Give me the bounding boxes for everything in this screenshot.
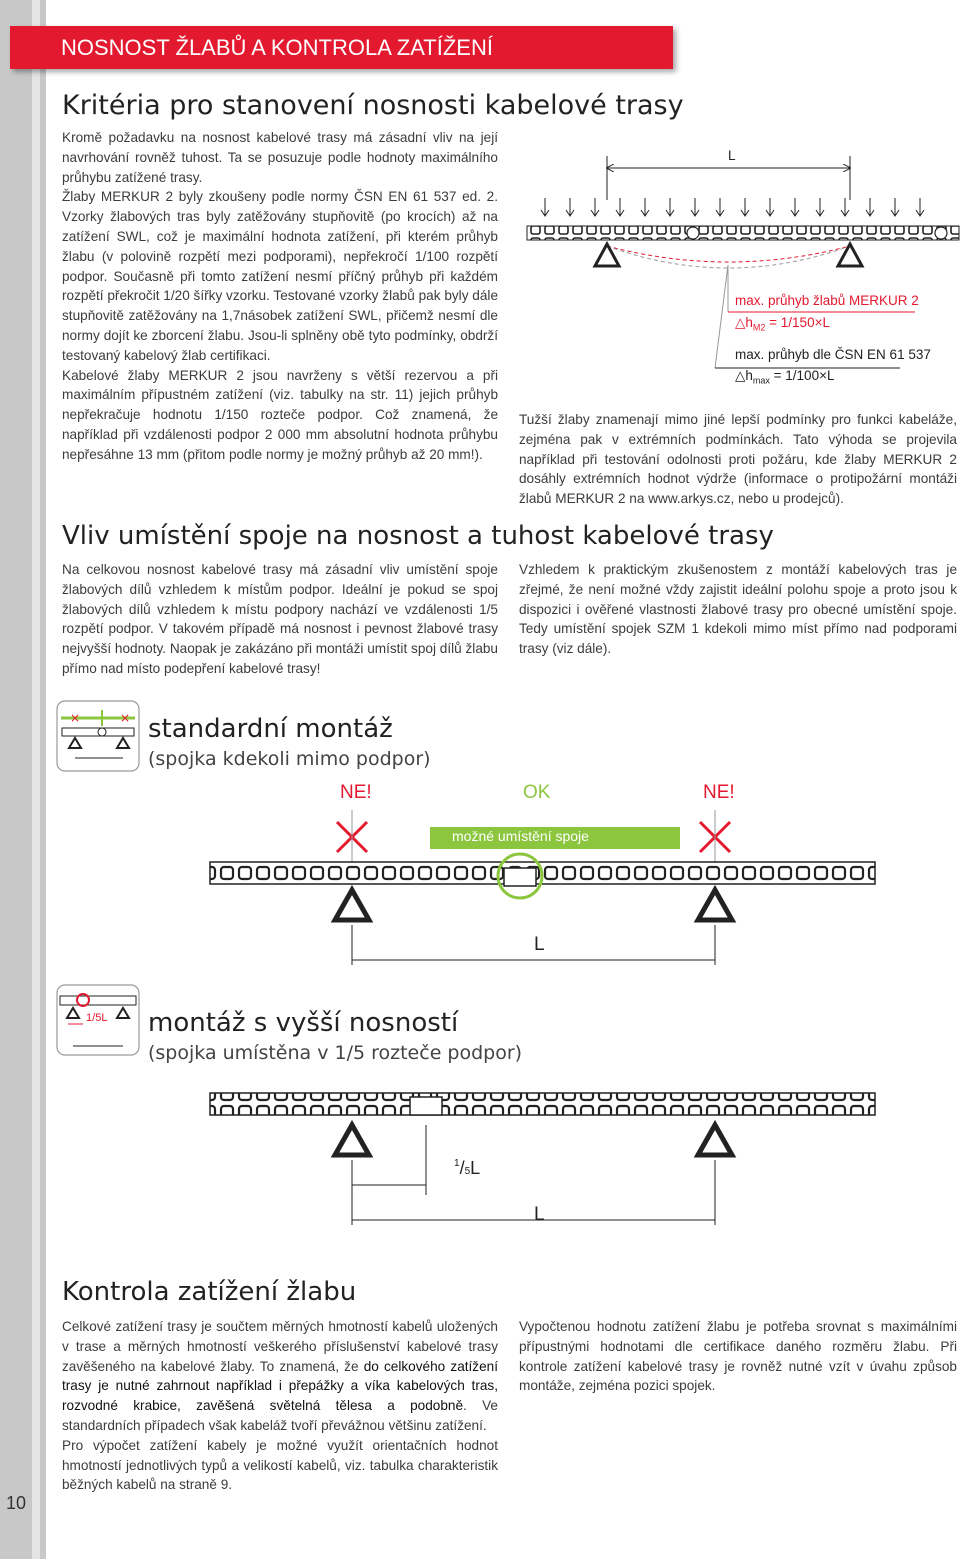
merkur-deflection-formula	[735, 315, 830, 333]
fifth-span-fraction: $^1$/5L	[454, 1158, 481, 1178]
standard-span-label: L	[534, 934, 545, 955]
fifth-span-den: 5	[464, 1166, 471, 1177]
load-check-left-3: Pro výpočet zatížení kabely je možné využít orientačních hodnot hmotností jednotlivých typů a velikostí kabelů, viz. tabulka charakteristik běžných kabelů na straně 9.	[62, 1437, 498, 1493]
load-arrows	[541, 198, 924, 216]
load-check-left-1: Celkové zatížení trasy je součtem měrných hmotností kabelů uložených v trase a měrných hmotností veškerého příslušenství kabelové trasy zavěšeného na kabelové žlaby. To znamená, že	[62, 1319, 498, 1374]
csn-formula-sub: max	[752, 375, 770, 386]
page-number: 10	[5, 1493, 27, 1513]
standard-mounting-subtitle: (spojka kdekoli mimo podpor)	[148, 748, 431, 770]
joint-left-text: Na celkovou nosnost kabelové trasy má zásadní vliv umístění spoje žlabových dílů vzhledem k místům podpor. Ideální je pokud se spoj žlabových dílů vzhledem k místu podpory nachází ve vzdálenosti 1/5 rozpětí podpor. V takovém případě má nosnost i pevnost žlabové trasy nejvyšší hodnoty. Naopak je zakázáno při montáži umístit spoj dílů žlabu přímo nad místo podepření kabelové trasy!	[62, 562, 498, 676]
load-check-left-emphasis: do celkového zatížení trasy je nutné zahrnout například i přepážky a víka kabelových tras, rozvodné krabice, zavěšená světelná tělesa a podobně	[62, 1358, 498, 1414]
criteria-heading: Kritéria pro stanovení nosnosti kabelové trasy	[62, 90, 684, 121]
section-banner: NOSNOST ŽLABŮ A KONTROLA ZATÍŽENÍ	[10, 26, 673, 69]
sidebar-stripe	[32, 0, 40, 1559]
page-sidebar	[0, 0, 46, 1559]
standard-mounting-title: standardní montáž	[148, 714, 393, 744]
joint-right-text: Vzhledem k praktickým zkušenostem z montáží kabelových tras je zřejmé, že není možné vždy zajistit ideální polohu spoje a proto jsou k dispozici i ověřené vlastnosti žlabové trasy pro obecné umístění spoje. Tedy umístění spojek SZM 1 kdekoli mimo míst přímo nad podporami trasy (viz dále).	[519, 562, 957, 657]
high-capacity-title: montáž s vyšší nosností	[148, 1008, 459, 1038]
svg-text:×: ×	[70, 711, 81, 725]
icon-fraction: 1/5L	[86, 1012, 108, 1024]
criteria-paragraph-2: Žlaby MERKUR 2 byly zkoušeny podle normy ČSN EN 61 537 ed. 2. Vzorky žlabových tras byly zatěžovány stupňovitě (po krocích) až na zatížení SWL, což je maximální hodnota zatížení, při kterém průhyb žlabu (v polovině rozpětí mezi podporami), nepřekročí 1/100 rozpětí podpor. Současně při tomto zatížení nesmí příčný průhyb při každém rozpětí překročit 1/20 šířky vzorku. Testované vzorky žlabů pak byly dále stupňovitě zatěžovány na 1,7násobek zatížení SWL, přičemž nesmí dle normy dojít ke zborcení žlabu. Jsou-li splněny obě tyto podmínky, obdrží testovaný kabelový žlab certifikaci.	[62, 189, 498, 363]
fifth-span-num: 1	[454, 1158, 460, 1169]
criteria-paragraph-3: Kabelové žlaby MERKUR 2 jsou navrženy s větší rezervou a při maximálním přípustném zatížení (viz. tabulky na str. 11) jejich průhyb nepřekračuje hodnotu 1/150 rozteče podpor. Což znamená, že například při vzdálenosti podpor 2 000 mm absolutní hodnota průhybu nepřesáhne 13 mm (přitom podle normy je možný průhyb až 20 mm!).	[62, 367, 498, 462]
joint-placement-heading: Vliv umístění spoje na nosnost a tuhost kabelové trasy	[62, 521, 774, 551]
load-check-right-text: Vypočtenou hodnotu zatížení žlabu je potřeba srovnat s maximálními přípustnými hodnotami dle certifikace daného rozměru žlabu. Při kontrole zatížení kabelové trasy je rovněž nutné vzít v úvahu způsob montáže, zejména pozici spojek.	[519, 1319, 957, 1394]
load-check-left-text	[62, 1317, 498, 1495]
load-check-heading: Kontrola zatížení žlabu	[62, 1277, 357, 1307]
high-span-label: L	[534, 1204, 545, 1225]
ne-right-label: NE!	[703, 782, 735, 803]
criteria-paragraph-1: Kromě požadavku na nosnost kabelové trasy má zásadní vliv na její navrhování rovněž tuhost. Ta se posuzuje podle hodnoty maximálního průhybu zatížené trasy.	[62, 130, 498, 185]
icon-fraction-num: 1	[86, 1012, 93, 1024]
icon-fraction-den: 5	[95, 1012, 102, 1024]
allowed-zone-label: možné umístění spoje	[452, 828, 589, 844]
csn-deflection-formula	[735, 368, 834, 386]
high-capacity-diagram	[200, 1085, 900, 1245]
ok-label: OK	[523, 782, 551, 803]
csn-formula-value: = 1/100×L	[769, 368, 835, 383]
stiffness-text: Tužší žlaby znamenají mimo jiné lepší podmínky pro funkci kabeláže, zejména pak v extrémních podmínkách. Tato výhoda se projevila například při testování odolnosti proti požáru, kde žlaby MERKUR 2 dosáhly extrémních hodnot výdrže (informace o protipožární montáži žlabů MERKUR 2 na www.arkys.cz, nebo u prodejců).	[519, 412, 957, 507]
merkur-deflection-label: max. průhyb žlabů MERKUR 2	[735, 293, 919, 308]
span-label: L	[728, 148, 736, 163]
merkur-formula-sub: M2	[752, 322, 766, 333]
csn-deflection-label: max. průhyb dle ČSN EN 61 537	[735, 347, 931, 362]
criteria-text	[62, 128, 498, 465]
high-capacity-subtitle: (spojka umístěna v 1/5 rozteče podpor)	[148, 1042, 523, 1064]
merkur-formula-value: = 1/150×L	[765, 315, 830, 330]
fifth-span-l: L	[470, 1158, 481, 1178]
merkur-formula-symbol: △h	[735, 315, 753, 330]
standard-mounting-icon	[56, 700, 140, 772]
svg-text:×: ×	[120, 711, 131, 725]
ne-left-label: NE!	[340, 782, 372, 803]
load-check-left-2: . Ve standardních případech však kabeláž tvoří převážnou většinu zatížení.	[62, 1398, 498, 1433]
csn-formula-symbol: △h	[735, 368, 753, 383]
icon-fraction-l: L	[101, 1012, 108, 1024]
